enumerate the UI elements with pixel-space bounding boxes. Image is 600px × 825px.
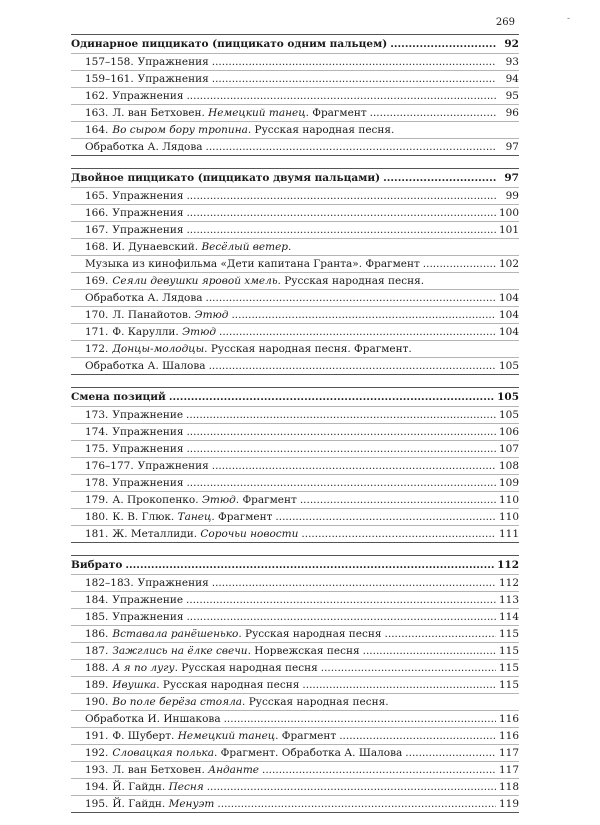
entry-page: 101 — [498, 224, 519, 236]
toc-entry[interactable] — [71, 475, 519, 492]
leader-dots — [321, 660, 496, 676]
entry-title — [112, 660, 317, 676]
entry-title — [112, 609, 183, 625]
entry-text-after: . Фрагмент — [235, 494, 297, 506]
entry-number: 182–183. — [85, 577, 134, 589]
leader-dots — [217, 796, 496, 812]
entry-title — [112, 324, 216, 340]
entry-number: 163. — [85, 107, 109, 119]
entry-continuation-text: Обработка И. Иншакова — [85, 713, 221, 725]
leader-dots — [209, 358, 496, 374]
entry-title — [112, 728, 336, 744]
section-heading[interactable] — [71, 169, 519, 188]
toc-entry[interactable] — [71, 441, 519, 458]
leader-dots — [186, 609, 496, 625]
entry-number: 189. — [85, 679, 109, 691]
leader-dots — [302, 677, 496, 693]
entry-text-after: . Русская народная песня — [174, 662, 318, 674]
toc-entry[interactable] — [71, 71, 519, 88]
section-title: Смена позиций — [71, 391, 166, 403]
entry-page: 95 — [505, 90, 519, 102]
toc-section — [71, 387, 519, 543]
entry-number: 168. — [85, 241, 109, 253]
leader-dots — [186, 188, 496, 204]
toc-entry[interactable] — [71, 54, 519, 71]
entry-title — [112, 526, 298, 542]
entry-text: Упражнения — [112, 90, 184, 102]
toc-entry[interactable] — [71, 592, 519, 609]
entry-text-after: . Русская народная песня. — [247, 124, 395, 136]
entry-title — [112, 307, 228, 323]
entry-title — [112, 592, 183, 608]
leader-dots — [370, 105, 496, 121]
entry-text: Упражнения — [112, 477, 184, 489]
entry-text: И. Дунаевский. — [112, 241, 202, 253]
toc-entry[interactable] — [71, 105, 519, 122]
section-heading[interactable] — [71, 388, 519, 407]
table-of-contents — [71, 34, 519, 825]
toc-entry[interactable] — [71, 188, 519, 205]
entry-number: 176–177. — [85, 460, 134, 472]
entry-number: 187. — [85, 645, 109, 657]
toc-entry-continuation[interactable] — [71, 711, 519, 728]
entry-page: 110 — [498, 494, 519, 506]
page-number: 269 — [495, 17, 515, 28]
toc-entry[interactable] — [71, 643, 519, 660]
entry-text-after: . Фрагмент — [305, 107, 367, 119]
entry-page: 108 — [498, 460, 519, 472]
entry-italic-title: Во сыром бору тропина — [112, 124, 248, 136]
entry-text: Упражнения — [137, 73, 209, 85]
section-page: 92 — [504, 38, 519, 50]
entry-page: 104 — [498, 292, 519, 304]
entry-number: 186. — [85, 628, 109, 640]
entry-text: Упражнение — [112, 594, 184, 606]
section-page: 112 — [497, 559, 519, 571]
entry-page: 118 — [498, 781, 519, 793]
leader-dots — [231, 307, 496, 323]
entry-title — [112, 205, 183, 221]
entry-text: Упражнения — [112, 207, 184, 219]
leader-dots — [212, 54, 496, 70]
entry-page: 116 — [498, 713, 519, 725]
entry-text-after: . Русская народная песня — [156, 679, 300, 691]
toc-entry[interactable] — [71, 122, 519, 139]
leader-dots — [186, 441, 496, 457]
entry-number: 192. — [85, 747, 109, 759]
entry-text: Упражнения — [112, 611, 184, 623]
entry-text-after: . Русская народная песня. Фрагмент. — [204, 343, 412, 355]
toc-entry-continuation[interactable] — [71, 290, 519, 307]
entry-text-after: . Русская народная песня — [238, 628, 382, 640]
entry-text: Упражнение — [112, 409, 184, 421]
toc-entry[interactable] — [71, 779, 519, 796]
section-heading[interactable] — [71, 35, 519, 54]
toc-entry[interactable] — [71, 222, 519, 239]
entry-text: Й. Гайдн. — [112, 798, 169, 810]
entry-number: 184. — [85, 594, 109, 606]
leader-dots — [212, 71, 496, 87]
entry-text: Упражнения — [112, 426, 184, 438]
entry-number: 172. — [85, 343, 109, 355]
leader-dots — [275, 509, 496, 525]
entry-page: 93 — [505, 56, 519, 68]
entry-italic-title: Сеяли девушки яровой хмель — [112, 275, 278, 287]
entry-text: Упражнения — [112, 224, 184, 236]
entry-title — [138, 575, 209, 591]
entry-italic-title: Весёлый ветер. — [201, 241, 292, 253]
leader-dots — [186, 205, 496, 221]
entry-number: 188. — [85, 662, 109, 674]
toc-entry[interactable] — [71, 407, 519, 424]
entry-title — [112, 677, 299, 693]
section-heading[interactable] — [71, 556, 519, 575]
section-page: 97 — [504, 172, 519, 184]
entry-title — [112, 341, 411, 357]
toc-entry-continuation[interactable] — [71, 256, 519, 273]
toc-entry[interactable] — [71, 677, 519, 694]
toc-entry-continuation[interactable] — [71, 358, 519, 374]
entry-number: 157–158. — [85, 56, 134, 68]
entry-page: 97 — [505, 141, 519, 153]
entry-title — [112, 424, 183, 440]
leader-dots — [301, 526, 496, 542]
section-title: Двойное пиццикато (пиццикато двумя пальцами) — [71, 172, 381, 184]
entry-italic-title: Донцы-молодцы — [112, 343, 205, 355]
entry-continuation-text: Обработка А. Лядова — [85, 141, 203, 153]
toc-entry[interactable] — [71, 575, 519, 592]
entry-number: 171. — [85, 326, 109, 338]
leader-dots — [125, 556, 494, 574]
entry-page: 115 — [498, 679, 519, 691]
entry-text-after: . Фрагмент. Обработка А. Шалова — [213, 747, 403, 759]
toc-entry[interactable] — [71, 307, 519, 324]
entry-italic-title: Немецкий танец — [177, 730, 276, 742]
entry-text: А. Прокопенко. — [112, 494, 202, 506]
entry-number: 173. — [85, 409, 109, 421]
entry-page: 115 — [498, 628, 519, 640]
toc-entry[interactable] — [71, 424, 519, 441]
entry-text: Ф. Карулли. — [112, 326, 183, 338]
entry-text-after: . Русская народная песня. — [277, 275, 425, 287]
entry-number: 162. — [85, 90, 109, 102]
entry-number: 164. — [85, 124, 109, 136]
entry-page: 106 — [498, 426, 519, 438]
toc-entry[interactable] — [71, 694, 519, 711]
entry-title — [112, 239, 291, 255]
leader-dots — [186, 222, 496, 238]
toc-entry[interactable] — [71, 458, 519, 475]
entry-number: 169. — [85, 275, 109, 287]
entry-page: 119 — [498, 798, 519, 810]
leader-dots — [390, 35, 496, 53]
entry-number: 159–161. — [85, 73, 134, 85]
entry-page: 114 — [498, 611, 519, 623]
entry-text: Упражнения — [137, 577, 209, 589]
toc-entry[interactable] — [71, 609, 519, 626]
leader-dots — [383, 169, 496, 187]
corner-mark: - — [566, 14, 570, 24]
entry-title — [112, 796, 214, 812]
entry-page: 115 — [498, 662, 519, 674]
entry-italic-title: Ивушка — [112, 679, 157, 691]
entry-text: Л. ван Бетховен. — [112, 107, 209, 119]
entry-italic-title: Словацкая полька — [112, 747, 214, 759]
leader-dots — [385, 626, 496, 642]
entry-number: 178. — [85, 477, 109, 489]
leader-dots — [186, 475, 496, 491]
entry-page: 100 — [498, 207, 519, 219]
leader-dots — [206, 290, 496, 306]
entry-page: 115 — [498, 645, 519, 657]
entry-number: 181. — [85, 528, 109, 540]
entry-number: 190. — [85, 696, 109, 708]
entry-text: Л. Панайотов. — [112, 309, 195, 321]
entry-title — [112, 779, 203, 795]
leader-dots — [224, 711, 496, 727]
toc-entry[interactable] — [71, 324, 519, 341]
entry-italic-title: Этюд — [182, 326, 216, 338]
entry-number: 179. — [85, 494, 109, 506]
entry-text-after: . Фрагмент — [275, 730, 337, 742]
entry-number: 193. — [85, 764, 109, 776]
leader-dots — [212, 458, 496, 474]
entry-page: 104 — [498, 309, 519, 321]
leader-dots — [207, 779, 496, 795]
entry-title — [112, 273, 424, 289]
leader-dots — [169, 388, 494, 406]
toc-entry-continuation[interactable] — [71, 139, 519, 155]
toc-entry[interactable] — [71, 273, 519, 290]
leader-dots — [212, 575, 496, 591]
entry-page: 109 — [498, 477, 519, 489]
entry-title — [112, 745, 402, 761]
toc-entry[interactable] — [71, 660, 519, 677]
toc-entry[interactable] — [71, 205, 519, 222]
leader-dots — [186, 424, 496, 440]
entry-page: 110 — [498, 511, 519, 523]
entry-page: 117 — [498, 747, 519, 759]
leader-dots — [423, 256, 496, 272]
entry-continuation-text: Музыка из кинофильма «Дети капитана Гранта». Фрагмент — [85, 258, 420, 270]
entry-number: 180. — [85, 511, 109, 523]
entry-italic-title: Песня — [168, 781, 204, 793]
entry-page: 111 — [498, 528, 519, 540]
entry-page: 113 — [498, 594, 519, 606]
leader-dots — [262, 762, 496, 778]
entry-italic-title: Вставала ранёшенько — [112, 628, 239, 640]
entry-title — [112, 762, 259, 778]
entry-page: 104 — [498, 326, 519, 338]
section-title: Вибрато — [71, 559, 123, 571]
entry-title — [112, 188, 183, 204]
toc-entry[interactable] — [71, 728, 519, 745]
entry-text-after: . Норвежская песня — [247, 645, 360, 657]
entry-text: Й. Гайдн. — [112, 781, 169, 793]
entry-title — [112, 441, 183, 457]
entry-page: 105 — [498, 409, 519, 421]
entry-title — [112, 475, 183, 491]
leader-dots — [363, 643, 496, 659]
entry-text: Упражнения — [137, 56, 209, 68]
leader-dots — [300, 492, 496, 508]
toc-entry[interactable] — [71, 745, 519, 762]
entry-italic-title: Танец — [177, 511, 212, 523]
entry-title — [112, 122, 394, 138]
entry-italic-title: Этюд — [201, 494, 236, 506]
entry-title — [112, 105, 366, 121]
entry-number: 191. — [85, 730, 109, 742]
entry-text: Упражнения — [112, 443, 184, 455]
entry-text: Ж. Металлиди. — [112, 528, 201, 540]
toc-entry[interactable] — [71, 239, 519, 256]
entry-number: 174. — [85, 426, 109, 438]
entry-number: 167. — [85, 224, 109, 236]
entry-text: Л. ван Бетховен. — [112, 764, 209, 776]
leader-dots — [186, 592, 496, 608]
entry-title — [112, 643, 359, 659]
entry-title — [112, 509, 272, 525]
toc-entry[interactable] — [71, 626, 519, 643]
entry-number: 170. — [85, 309, 109, 321]
entry-text-after: . Фрагмент — [211, 511, 273, 523]
entry-italic-title: Сорочьи новости — [200, 528, 299, 540]
entry-title — [112, 88, 183, 104]
entry-page: 96 — [505, 107, 519, 119]
section-page: 105 — [497, 391, 519, 403]
leader-dots — [186, 407, 496, 423]
entry-title — [112, 492, 296, 508]
entry-text: Упражнения — [137, 460, 209, 472]
entry-text: К. В. Глюк. — [112, 511, 178, 523]
toc-entry[interactable] — [71, 88, 519, 105]
entry-title — [112, 407, 183, 423]
entry-continuation-text: Обработка А. Лядова — [85, 292, 203, 304]
entry-page: 112 — [498, 577, 519, 589]
toc-entry[interactable] — [71, 492, 519, 509]
toc-section — [71, 168, 519, 375]
leader-dots — [405, 745, 496, 761]
toc-entry[interactable] — [71, 341, 519, 358]
entry-number: 194. — [85, 781, 109, 793]
entry-title — [138, 54, 209, 70]
entry-text: Упражнения — [112, 190, 184, 202]
entry-page: 107 — [498, 443, 519, 455]
entry-number: 195. — [85, 798, 109, 810]
toc-entry[interactable] — [71, 796, 519, 812]
entry-title — [112, 694, 388, 710]
section-title: Одинарное пиццикато (пиццикато одним пальцем) — [71, 38, 388, 50]
toc-entry[interactable] — [71, 762, 519, 779]
entry-continuation-text: Обработка А. Шалова — [85, 360, 206, 372]
toc-section — [71, 34, 519, 156]
entry-italic-title: А я по лугу — [112, 662, 175, 674]
entry-italic-title: Немецкий танец — [208, 107, 306, 119]
entry-title — [112, 222, 183, 238]
entry-title — [138, 71, 209, 87]
entry-number: 175. — [85, 443, 109, 455]
leader-dots — [339, 728, 496, 744]
entry-title — [112, 626, 381, 642]
entry-italic-title: Этюд — [194, 309, 229, 321]
entry-italic-title: Анданте — [208, 764, 259, 776]
entry-page: 116 — [498, 730, 519, 742]
entry-italic-title: Зажглись на ёлке свечи — [112, 645, 248, 657]
toc-entry[interactable] — [71, 509, 519, 526]
toc-section — [71, 555, 519, 813]
entry-number: 185. — [85, 611, 109, 623]
entry-title — [138, 458, 209, 474]
leader-dots — [186, 88, 496, 104]
entry-page: 105 — [498, 360, 519, 372]
entry-page: 94 — [505, 73, 519, 85]
entry-page: 99 — [505, 190, 519, 202]
leader-dots — [219, 324, 496, 340]
entry-page: 102 — [498, 258, 519, 270]
entry-text: Ф. Шуберт. — [112, 730, 178, 742]
entry-page: 117 — [498, 764, 519, 776]
entry-number: 165. — [85, 190, 109, 202]
leader-dots — [206, 139, 497, 155]
entry-text-after: . Русская народная песня. — [242, 696, 389, 708]
entry-number: 166. — [85, 207, 109, 219]
entry-italic-title: Менуэт — [168, 798, 215, 810]
toc-entry[interactable] — [71, 526, 519, 542]
entry-italic-title: Во поле берёза стояла — [112, 696, 243, 708]
